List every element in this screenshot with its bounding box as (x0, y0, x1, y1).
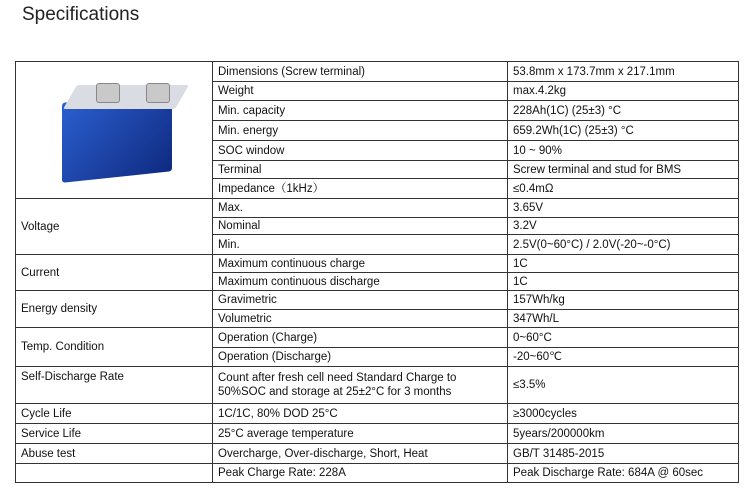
value-cell: 3.2V (508, 218, 739, 235)
page-title: Specifications (22, 4, 140, 25)
group-label: Energy density (16, 291, 213, 328)
value-cell: ≤3.5% (508, 367, 739, 404)
parameter-cell: Maximum continuous charge (213, 255, 508, 273)
parameter-cell: Min. (213, 235, 508, 255)
parameter-cell: Min. capacity (213, 101, 508, 121)
group-label: Voltage (16, 199, 213, 255)
value-cell: -20~60℃ (508, 348, 739, 367)
group-label: Cycle Life (16, 404, 213, 424)
parameter-cell: Peak Charge Rate: 228A (213, 464, 508, 483)
parameter-cell: Volumetric (213, 310, 508, 328)
value-cell: 0~60°C (508, 328, 739, 348)
table-row (16, 255, 739, 273)
value-cell: 53.8mm x 173.7mm x 217.1mm (508, 62, 739, 82)
parameter-cell: Impedance（1kHz） (213, 179, 508, 199)
parameter-cell: 25°C average temperature (213, 424, 508, 444)
table-row (16, 367, 739, 404)
parameter-cell: Min. energy (213, 121, 508, 141)
parameter-cell: Nominal (213, 218, 508, 235)
group-label (16, 464, 213, 483)
table-row (16, 464, 739, 483)
group-label: Current (16, 255, 213, 291)
value-cell: 1C (508, 255, 739, 273)
value-cell: max.4.2kg (508, 82, 739, 101)
table-row (16, 444, 739, 464)
parameter-cell: Terminal (213, 161, 508, 179)
group-label: Service Life (16, 424, 213, 444)
value-cell: ≥3000cycles (508, 404, 739, 424)
parameter-cell: Max. (213, 199, 508, 218)
battery-cell-image (44, 75, 184, 185)
value-cell: 2.5V(0~60°C) / 2.0V(-20~-0°C) (508, 235, 739, 255)
parameter-cell: Weight (213, 82, 508, 101)
table-row (16, 291, 739, 310)
value-cell: Screw terminal and stud for BMS (508, 161, 739, 179)
parameter-cell: Operation (Charge) (213, 328, 508, 348)
table-row (16, 404, 739, 424)
value-cell: ≤0.4mΩ (508, 179, 739, 199)
value-cell: Peak Discharge Rate: 684A @ 60sec (508, 464, 739, 483)
value-cell: 228Ah(1C) (25±3) °C (508, 101, 739, 121)
parameter-cell: Dimensions (Screw terminal) (213, 62, 508, 82)
value-cell: 3.65V (508, 199, 739, 218)
table-row (16, 199, 739, 218)
value-cell: 659.2Wh(1C) (25±3) °C (508, 121, 739, 141)
group-label: Abuse test (16, 444, 213, 464)
parameter-cell: Count after fresh cell need Standard Charge to 50%SOC and storage at 25±2°C for 3 months (213, 367, 508, 404)
group-label: Self-Discharge Rate (16, 367, 213, 404)
parameter-cell: SOC window (213, 141, 508, 161)
specifications-table (15, 61, 739, 483)
table-row (16, 328, 739, 348)
table-row (16, 62, 739, 82)
product-image-cell (16, 62, 213, 199)
parameter-cell: Operation (Discharge) (213, 348, 508, 367)
value-cell: 157Wh/kg (508, 291, 739, 310)
value-cell: GB/T 31485-2015 (508, 444, 739, 464)
value-cell: 5years/200000km (508, 424, 739, 444)
parameter-cell: Maximum continuous discharge (213, 273, 508, 291)
parameter-cell: Gravimetric (213, 291, 508, 310)
value-cell: 10 ~ 90% (508, 141, 739, 161)
parameter-cell: 1C/1C, 80% DOD 25°C (213, 404, 508, 424)
table-row (16, 424, 739, 444)
group-label: Temp. Condition (16, 328, 213, 367)
parameter-cell: Overcharge, Over-discharge, Short, Heat (213, 444, 508, 464)
value-cell: 347Wh/L (508, 310, 739, 328)
value-cell: 1C (508, 273, 739, 291)
